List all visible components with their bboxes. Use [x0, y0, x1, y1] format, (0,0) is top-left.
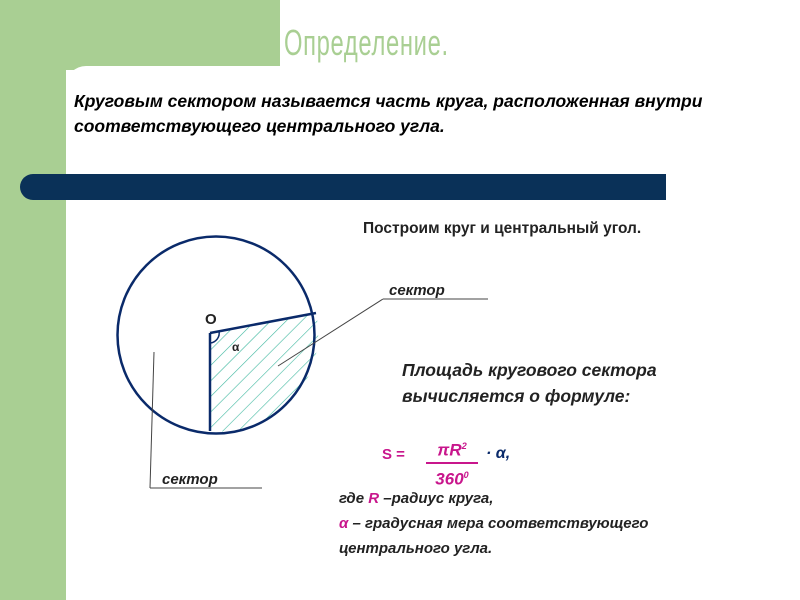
area-text-line1: Площадь кругового сектора — [402, 360, 657, 380]
formula-lhs: S = — [382, 446, 405, 463]
numerator-text: πR — [437, 440, 462, 460]
numerator-exponent: 2 — [461, 441, 467, 451]
formula-notes — [339, 486, 648, 561]
formula-tail: · α, — [486, 445, 511, 462]
notes-line3: центрального угла. — [339, 540, 493, 557]
notes-line2-rest: – градусная мера соответствующего — [348, 515, 649, 532]
notes-var-alpha: α — [339, 515, 349, 532]
formula-numerator — [426, 436, 478, 464]
leader-line-bottom — [150, 352, 154, 488]
formula-fraction — [426, 436, 478, 490]
definition-text: Круговым сектором называется часть круга, расположенная внутри соответствующего центрального угла. — [74, 91, 703, 136]
angle-label: α — [232, 340, 240, 354]
area-formula-intro — [402, 357, 657, 409]
sector-label-bottom: сектор — [162, 471, 218, 488]
slide-title: Определение. — [284, 22, 449, 63]
notes-line1-prefix: где — [339, 490, 369, 507]
notes-line1-rest: –радиус круга, — [379, 490, 494, 507]
sector-label-top: сектор — [389, 282, 445, 299]
denominator-text: 360 — [435, 469, 464, 489]
area-text-line2: вычисляется о формуле: — [402, 386, 631, 406]
denominator-exponent: 0 — [463, 469, 469, 480]
center-point-label: O — [205, 311, 217, 328]
construct-text: Построим круг и центральный угол. — [363, 220, 642, 237]
notes-var-r: R — [368, 490, 380, 507]
